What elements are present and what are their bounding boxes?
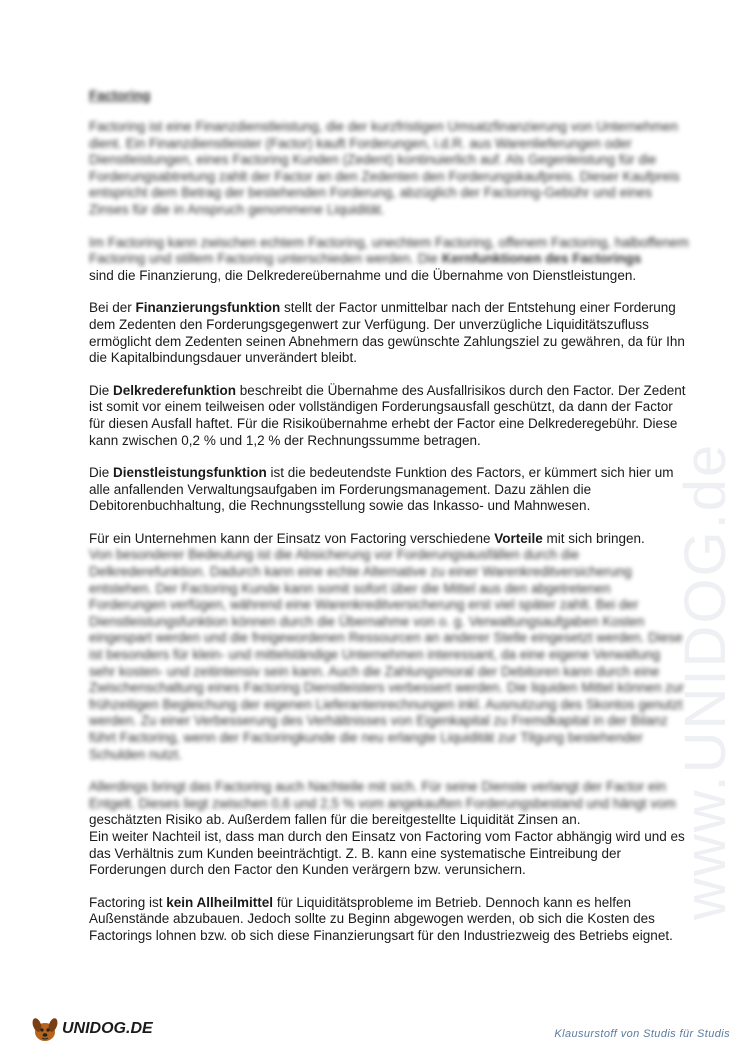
dog-icon xyxy=(30,1015,60,1043)
paragraph-weiterer-nachteil: Ein weiter Nachteil ist, dass man durch den Einsatz von Factoring vom Factor abhängig wird und es das Verhältnis zum Kunden beeinträchtigt. Z. B. kann eine systematische Eintreibung der Forderungen durch den Factor den Kunden verärgern bzw. verunsichern. xyxy=(89,828,685,878)
nachteile-line: geschätzten Risiko ab. Außerdem fallen für die bereitgestellte Liquidität Zinsen an. xyxy=(89,812,581,828)
document-title: Factoring xyxy=(89,88,151,103)
watermark: www.UNIDOG.de xyxy=(673,442,738,920)
text-segment: Die xyxy=(89,465,114,481)
text-segment: Factoring ist xyxy=(89,894,167,910)
text-segment: mit sich bringen. xyxy=(542,530,645,546)
paragraph-delkrederefunktion xyxy=(89,383,689,449)
paragraph-kernfunktionen xyxy=(89,235,689,285)
blurred-intro-2-bold: Kernfunktionen des Factorings xyxy=(441,251,642,267)
text-segment: Bei der xyxy=(89,300,136,316)
kernfunktionen-line: sind die Finanzierung, die Delkredereübernahme und die Übernahme von Dienstleistungen. xyxy=(89,267,637,283)
document-body xyxy=(89,88,689,945)
bold-term: kein Allheilmittel xyxy=(166,894,274,910)
bold-term: Dienstleistungsfunktion xyxy=(113,465,267,481)
logo-text: UNIDOG.DE xyxy=(62,1020,153,1037)
text-segment: beschreibt die Übernahme des Ausfallrisikos durch den Factor. Der Zedent ist somit vor einem teilweisen oder vollständigen Forderungsausfall geschützt, da dann der Factor für diesen Ausfall haftet. Für die Risikoübernahme erhebt der Factor eine Delkrederegebühr. Diese kann zwischen 0,2 % und 1,2 % der Rechnungssumme betragen. xyxy=(89,382,686,448)
paragraph-dienstleistungsfunktion xyxy=(89,465,689,515)
text-segment: ist die bedeutendste Funktion des Factors, er kümmert sich hier um alle anfallenden Verwaltungsaufgaben im Forderungsmanagement. Dazu zählen die Debitorenbuchhaltung, die Rechnungsstellung sowie das Inkasso- und Mahnwesen. xyxy=(89,465,674,514)
paragraph-finanzierungsfunktion xyxy=(89,300,689,366)
bold-term: Delkrederefunktion xyxy=(113,382,237,398)
text-segment: für Liquiditätsprobleme im Betrieb. Dennoch kann es helfen Außenstände abzubauen. Jedoch sollte zu Beginn abgewogen werden, ob sich die Kosten des Factorings lohnen bzw. ob sich diese Finanzierungsart für den Industriezweig des Betriebs eignet. xyxy=(89,894,673,943)
blurred-paragraph-1: Factoring ist eine Finanzdienstleistung, die der kurzfristigen Umsatzfinanzierung von Unternehmen dient. Ein Finanzdienstleister (Factor) kauft Forderungen, i.d.R. aus Warenlieferungen oder Dienstleistungen, eines Factoring Kunden (Zedent) kontinuierlich auf. Als Gegenleistung für die Forderungsabtretung zahlt der Factor an den Zedenten den Forderungskaufpreis. Dieser Kaufpreis entspricht dem Betrag der bestehenden Forderung, abzüglich der Factoring-Gebühr und eines Zinses für die in Anspruch genommene Liquidität. xyxy=(89,119,680,217)
footer-tagline: Klausurstoff von Studis für Studis xyxy=(554,1028,730,1040)
blurred-vorteile: Von besonderer Bedeutung ist die Absicherung vor Forderungsausfällen durch die Delkrederefunktion. Dadurch kann eine echte Alternative zu einer Warenkreditversicherung entstehen. Der Factoring Kunde kann somit sofort über die Mittel aus den abgetretenen Forderungen verfügen, während eine Warenkreditversicherung erst viel später zahlt. Bei der Dienstleistungsfunktion können durch die Übernahme von o. g. Verwaltungsaufgaben Kosten eingespart werden und die freigewordenen Ressourcen an anderer Stelle eingesetzt werden. Diese ist besonders für klein- und mittelständige Unternehmen interessant, da eine eigene Verwaltung sehr kosten- und zeitintensiv sein kann. Auch die Zahlungsmoral der Debitoren kann durch eine Zwischenschaltung eines Factoring Dienstleisters verbessert werden. Die liquiden Mittel können zur frühzeitigen Begleichung der eigenen Lieferantenrechnungen inkl. Ausnutzung des Skontos genutzt werden. Zu einer Verbesserung des Verhältnisses von Eigenkapital zu Fremdkapital in der Bilanz führt Factoring, wenn der Factoringkunde die neu erlangte Liquidität zur Tilgung bestehender Schulden nutzt. xyxy=(89,547,685,762)
blurred-intro-2: Im Factoring kann zwischen echtem Factoring, unechtem Factoring, offenem Factoring, halboffenem Factoring und stillem Factoring unterschieden werden. Die xyxy=(89,234,689,267)
paragraph-vorteile xyxy=(89,531,689,548)
text-segment: Die xyxy=(89,382,114,398)
bold-term: Vorteile xyxy=(494,530,543,546)
text-segment: stellt der Factor unmittelbar nach der Entstehung einer Forderung dem Zedenten den Forderungsgegenwert zur Verfügung. Der unverzügliche Liquiditätszufluss ermöglicht dem Zedenten seinen Abnehmern das gewünschte Zahlungsziel zu gewähren, da für Ihn die Kapitalbindungsdauer unverändert bleibt. xyxy=(89,300,685,366)
unidog-logo xyxy=(30,1015,153,1043)
bold-term: Finanzierungsfunktion xyxy=(135,300,281,316)
blurred-nachteile: Allerdings bringt das Factoring auch Nachteile mit sich. Für seine Dienste verlangt der Factor ein Entgelt. Dieses liegt zwischen 0,6 und 2,5 % vom angekauften Forderungsbestand und hängt vom xyxy=(89,779,676,811)
paragraph-fazit xyxy=(89,895,689,945)
text-segment: Für ein Unternehmen kann der Einsatz von Factoring verschiedene xyxy=(89,530,495,546)
